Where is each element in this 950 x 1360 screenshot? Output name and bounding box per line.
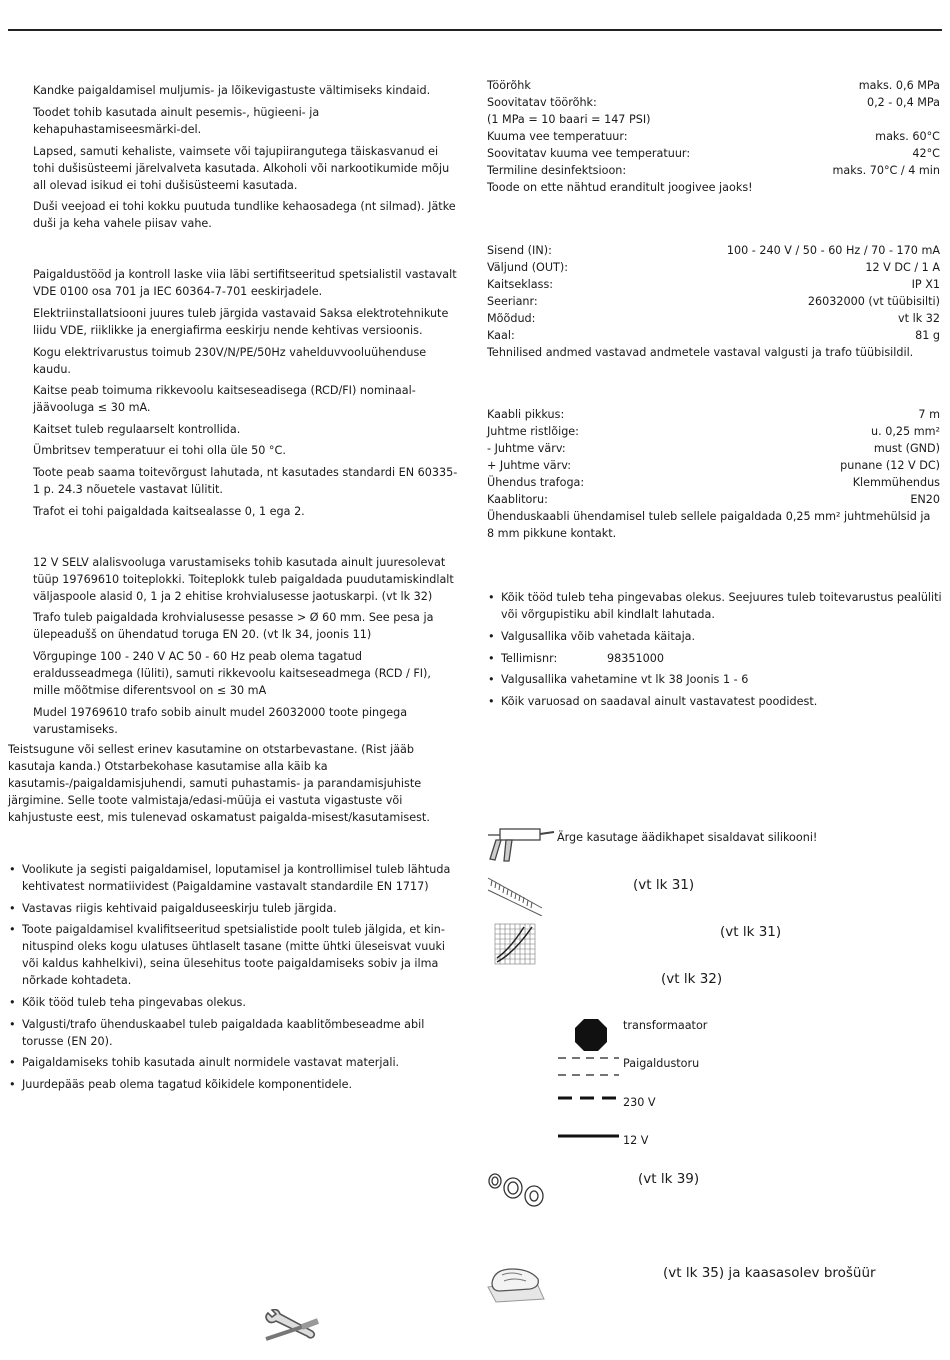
legend-pipe-line bbox=[558, 1055, 619, 1079]
cable-spec-list bbox=[487, 406, 940, 542]
legend-230v: 230 V bbox=[623, 1096, 656, 1109]
electrical-text-7: Toote peab saama toitevõrgust lahutada, nt kasutades standardi EN 60335-1 p. 24.3 nõuetele vastavat lülitit. bbox=[33, 466, 458, 496]
spec-note: Ühenduskaabli ühendamisel tuleb sellele paigaldada 0,25 mm² juhtmehülsid ja 8 mm pikkune kontakt. bbox=[487, 510, 931, 540]
flow-chart-icon bbox=[494, 923, 536, 965]
spec-label: Ühendus trafoga: bbox=[487, 476, 585, 489]
service-bullet: • Kõik varuosad on saadaval ainult vastavatest poodidest. bbox=[487, 693, 942, 710]
safety-text-purpose: Toodet tohib kasutada ainult pesemis-, hügieeni- ja kehapuhastamiseesmärki-del. bbox=[33, 106, 320, 136]
spec-row bbox=[487, 242, 940, 259]
spec-row bbox=[487, 327, 940, 344]
spec-value: 42°C bbox=[912, 147, 940, 160]
ruler-icon bbox=[486, 876, 544, 916]
reference-spare-parts: (vt lk 39) bbox=[638, 1171, 700, 1187]
spec-value: EN20 bbox=[910, 493, 940, 506]
install-bullet: • Kõik tööd tuleb teha pingevabas olekus. bbox=[8, 994, 458, 1011]
legend-transformer: transformaator bbox=[623, 1019, 708, 1032]
spec-row bbox=[487, 293, 940, 310]
electrical-text-3: Kogu elektrivarustus toimub 230V/N/PE/50Hz vahelduvvooluühenduse kaudu. bbox=[33, 346, 427, 376]
electrical-text-1: Paigaldustööd ja kontroll laske viia läbi sertifitseeritud spetsialistil vastavalt VDE 0100 osa 701 ja IEC 60364-7-701 eeskirjadele. bbox=[33, 268, 457, 298]
header-rule bbox=[8, 29, 942, 31]
spec-label: Sisend (IN): bbox=[487, 244, 552, 257]
electric-spec-list bbox=[487, 242, 940, 361]
spec-row bbox=[487, 111, 940, 128]
spec-row bbox=[487, 423, 940, 440]
transformer-octagon-icon bbox=[574, 1018, 608, 1052]
safety-text-children: Lapsed, samuti kehaliste, vaimsete või tajupiirangutega täiskasvanud ei tohi dušisüsteemi järelvalveta kasutada. Alkoholi või narkootikumide mõju all olevad isikud ei tohi dušisüsteemi kasutada. bbox=[33, 145, 450, 192]
install-bullet: • Vastavas riigis kehtivaid paigalduseeskirju tuleb järgida. bbox=[8, 900, 458, 917]
silicone-gun-icon bbox=[486, 825, 556, 865]
spec-row bbox=[487, 310, 940, 327]
spec-label: - Juhtme värv: bbox=[487, 442, 566, 455]
misuse-text: Teistsugune või sellest erinev kasutamine on otstarbevastane. (Rist jääb kasutaja kanda.) Otstarbekohase kasutamise alla käib ka kasutamis-/paigaldamisjuhendi, samuti puhastamis- ja parandamisjuhiste järgimine. Selle toote valmistaja/edasi-müüja ei vastuta vigastuste või kahjustuste eest, mis tulenevad oskamatust paigalda-misest/kasutamisest. bbox=[8, 743, 430, 824]
spec-row bbox=[487, 128, 940, 145]
install-bullet: • Juurdepääs peab olema tagatud kõikidele komponentidele. bbox=[8, 1076, 458, 1093]
spec-value: 81 g bbox=[915, 329, 940, 342]
install-bullet: • Paigaldamiseks tohib kasutada ainult normidele vastavat materjali. bbox=[8, 1054, 458, 1071]
spec-row bbox=[487, 145, 940, 162]
spec-value: 26032000 (vt tüübisilti) bbox=[807, 295, 940, 308]
reference-cleaning: (vt lk 35) ja kaasasolev brošüür bbox=[663, 1265, 876, 1281]
spec-label: Kaal: bbox=[487, 329, 515, 342]
spec-label: Kuuma vee temperatuur: bbox=[487, 130, 628, 143]
electrical-text-6: Ümbritsev temperatuur ei tohi olla üle 50 °C. bbox=[33, 444, 286, 457]
legend-12v-line bbox=[558, 1132, 619, 1140]
spec-value: Klemmühendus bbox=[852, 476, 940, 489]
spec-row bbox=[487, 94, 940, 111]
spec-note: Tehnilised andmed vastavad andmetele vastaval valgusti ja trafo tüübisildil. bbox=[487, 346, 914, 359]
electrical-text-8: Trafot ei tohi paigaldada kaitsealasse 0, 1 ega 2. bbox=[33, 505, 305, 518]
order-label: Tellimisnr: bbox=[501, 652, 558, 665]
spec-label: Seerianr: bbox=[487, 295, 538, 308]
spec-value: IP X1 bbox=[911, 278, 940, 291]
spec-row bbox=[487, 259, 940, 276]
spec-label: + Juhtme värv: bbox=[487, 459, 571, 472]
spec-value: u. 0,25 mm² bbox=[871, 425, 940, 438]
selv-text-4: Mudel 19769610 trafo sobib ainult mudel 26032000 toote pingega varustamiseks. bbox=[33, 706, 408, 736]
reference-flow-diagram: (vt lk 31) bbox=[720, 924, 782, 940]
install-bullet: • Valgusti/trafo ühenduskaabel tuleb paigaldada kaablitõmbeseadme abil torusse (EN 20). bbox=[8, 1016, 458, 1050]
cleaning-hand-icon bbox=[486, 1265, 546, 1303]
spec-value: 100 - 240 V / 50 - 60 Hz / 70 - 170 mA bbox=[726, 244, 940, 257]
electrical-text-5: Kaitset tuleb regulaarselt kontrollida. bbox=[33, 423, 241, 436]
order-bullet bbox=[487, 650, 942, 667]
spec-row bbox=[487, 457, 940, 474]
spec-row bbox=[487, 77, 940, 94]
spec-value: punane (12 V DC) bbox=[840, 459, 940, 472]
spec-row bbox=[487, 440, 940, 457]
spec-value: 0,2 - 0,4 MPa bbox=[866, 96, 940, 109]
spec-value: 12 V DC / 1 A bbox=[865, 261, 940, 274]
spec-label: Soovitatav töörõhk: bbox=[487, 96, 597, 109]
spec-label: Kaitseklass: bbox=[487, 278, 554, 291]
reference-wiring: (vt lk 32) bbox=[661, 971, 723, 987]
reference-dimensions: (vt lk 31) bbox=[633, 877, 695, 893]
service-bullet: • Valgusallika võib vahetada käitaja. bbox=[487, 628, 942, 645]
spec-label: Soovitatav kuuma vee temperatuur: bbox=[487, 147, 691, 160]
electrical-text-2: Elektriinstallatsiooni juures tuleb järgida vastavaid Saksa elektrotehnikute liidu VDE, riiklikke ja energiafirma eeskirju nende kehtivas versioonis. bbox=[33, 307, 449, 337]
spec-label: Juhtme ristlõige: bbox=[487, 425, 579, 438]
spec-value: maks. 0,6 MPa bbox=[858, 79, 940, 92]
spec-value: maks. 70°C / 4 min bbox=[832, 164, 940, 177]
spec-value: vt lk 32 bbox=[898, 312, 940, 325]
selv-text-2: Trafo tuleb paigaldada krohvialusesse pesasse > Ø 60 mm. See pesa ja ülepeadušš on ühendatud toruga EN 20. (vt lk 34, joonis 11) bbox=[33, 611, 434, 641]
spec-label: Kaabli pikkus: bbox=[487, 408, 565, 421]
spec-label: (1 MPa = 10 baari = 147 PSI) bbox=[487, 113, 651, 126]
spec-label: Termiline desinfektsioon: bbox=[487, 164, 627, 177]
spec-label: Mõõdud: bbox=[487, 312, 536, 325]
spec-row bbox=[487, 406, 940, 423]
selv-text-3: Võrgupinge 100 - 240 V AC 50 - 60 Hz peab olema tagatud eraldusseadmega (lüliti), samuti rikkevoolu kaitseseadmega (RCD / FI), mille mõõtmise diferentsvool on ≤ 30 mA bbox=[33, 650, 431, 697]
legend-pipe: Paigaldustoru bbox=[623, 1057, 700, 1070]
legend-12v: 12 V bbox=[623, 1134, 649, 1147]
spec-value: must (GND) bbox=[873, 442, 940, 455]
spec-row bbox=[487, 474, 940, 491]
spec-value: 7 m bbox=[918, 408, 940, 421]
spec-value: maks. 60°C bbox=[875, 130, 940, 143]
install-bullet: • Toote paigaldamisel kvalifitseeritud spetsialistide poolt tuleb jälgida, et kin-nituspind oleks kogu ulatuses ühtlaselt tasane (mitte ühtki üleseisvat vuuki või kaldus kahhelkivi), seina ülesehitus toote paigaldamiseks sobiv ja ilma nõrkade kohtadeta. bbox=[8, 921, 458, 989]
spec-row bbox=[487, 491, 940, 508]
spec-row bbox=[487, 162, 940, 179]
safety-text-eyes: Duši veejoad ei tohi kokku puutuda tundlike kehaosadega (nt silmad). Jätke duši ja keha vahele piisav vahe. bbox=[33, 200, 456, 230]
service-bullet: • Valgusallika vahetamine vt lk 38 Joonis 1 - 6 bbox=[487, 671, 942, 688]
safety-text-gloves: Kandke paigaldamisel muljumis- ja lõikevigastuste vältimiseks kindaid. bbox=[33, 84, 431, 97]
spare-parts-icon bbox=[486, 1170, 546, 1210]
pressure-spec-list bbox=[487, 77, 940, 196]
spec-note: Toode on ette nähtud eranditult joogivee jaoks! bbox=[487, 181, 753, 194]
legend-230v-line bbox=[558, 1094, 619, 1102]
spec-label: Kaablitoru: bbox=[487, 493, 548, 506]
spec-row bbox=[487, 276, 940, 293]
electrical-text-4: Kaitse peab toimuma rikkevoolu kaitseseadisega (RCD/FI) nominaal-jäävooluga ≤ 30 mA. bbox=[33, 384, 416, 414]
service-bullet: • Kõik tööd tuleb teha pingevabas olekus. Seejuures tuleb toitevarustus pealüliti või võrgupistiku abil kindlalt lahutada. bbox=[487, 589, 942, 623]
selv-text-1: 12 V SELV alalisvooluga varustamiseks tohib kasutada ainult juuresolevat tüüp 19769610 toiteplokki. Toiteplokk tuleb paigaldada puudutamiskindlalt väljaspoole alasid 0, 1 ja 2 ehitise krohvialusesse jaotuskarpi. (vt lk 32) bbox=[33, 556, 454, 603]
spec-label: Töörõhk bbox=[487, 79, 531, 92]
order-number: 98351000 bbox=[607, 652, 664, 665]
tools-icon bbox=[262, 1309, 322, 1347]
install-bullet: • Voolikute ja segisti paigaldamisel, loputamisel ja kontrollimisel tuleb lähtuda kehtivatest normatiividest (Paigaldamine vastavalt standardile EN 1717) bbox=[8, 861, 458, 895]
spec-label: Väljund (OUT): bbox=[487, 261, 569, 274]
silicone-warning: Ärge kasutage äädikhapet sisaldavat silikooni! bbox=[557, 831, 818, 844]
